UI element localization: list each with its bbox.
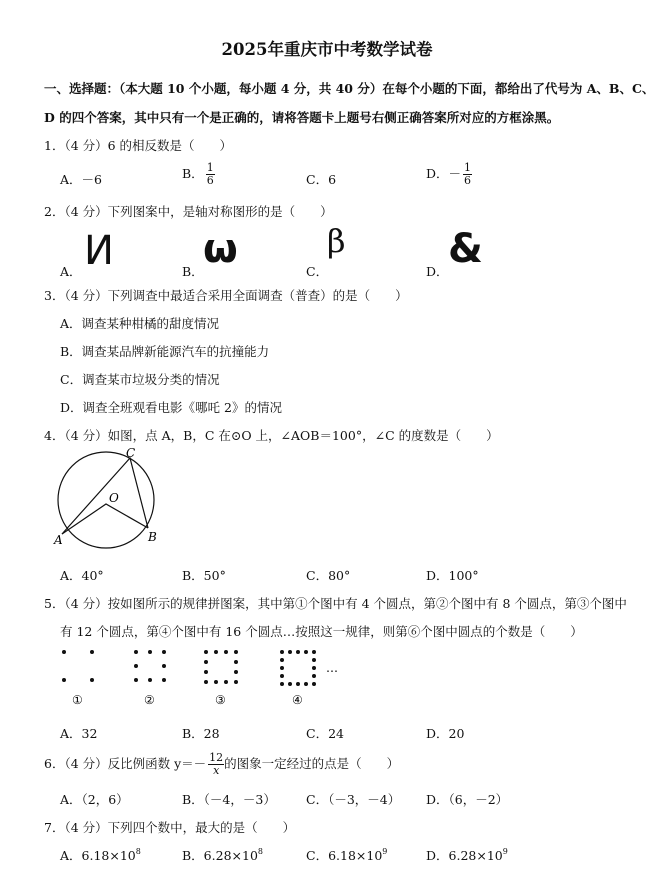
q1-option-d [426,162,472,187]
q6-fraction-denominator: x [213,764,220,777]
q4-label-c: C [126,446,136,460]
q2-stem: 2．（4 分）下列图案中，是轴对称图形的是（ ） [44,204,333,219]
q5-option-d: D．20 [426,726,465,741]
q6-option-c: C．（－3，－4） [306,792,401,807]
q7-option-c [306,846,387,864]
q3-option-c: C．调查某市垃圾分类的情况 [60,372,220,387]
q3-option-b: B．调查某品牌新能源汽车的抗撞能力 [60,344,270,359]
q1-option-d-label: D．－ [426,166,462,181]
q5-dot [62,678,66,682]
q5-figure-2-dots [134,650,166,682]
q1-option-a: A．－6 [60,172,102,187]
q4-angle-acb [62,458,148,534]
q7-option-d-base: D．6.28×10 [426,848,503,863]
q2-option-a-glyph: И [84,228,114,274]
q1-b-denominator: 6 [206,174,214,187]
q5-figure-3-dots [204,650,238,684]
q7-option-a-base: A．6.18×10 [60,848,136,863]
q7-option-a [60,846,141,864]
section-instruction-line2: D 的四个答案，其中只有一个是正确的，请将答题卡上题号右侧正确答案所对应的方框涂黑。 [44,110,560,125]
q2-option-b-label: B． [182,264,204,279]
section-instruction-line1: 一、选择题：（本大题 10 个小题，每小题 4 分，共 40 分）在每个小题的下面，都给出了代号为 A、B、C、 [44,81,654,96]
q5-dot-pattern-figure [52,646,352,710]
q5-figure-4-label: ④ [292,693,303,707]
q1-d-denominator: 6 [464,174,472,187]
q1-option-b-label: B． [182,166,204,181]
q2-option-c-glyph: β [327,222,346,260]
q1-option-d-fraction [463,162,472,187]
q6-option-b: B．（－4，－3） [182,792,276,807]
q6-option-d: D．（6，－2） [426,792,509,807]
q4-option-c: C．80° [306,568,351,583]
q7-option-b [182,846,263,864]
q5-stem-line1: 5．（4 分）按如图所示的规律拼图案，其中第①个图中有 4 个圆点，第②个图中有 8 个圆点，第③个图中 [44,596,627,611]
page-title: 2025年重庆市中考数学试卷 [221,40,433,59]
q5-stem-line2: 有 12 个圆点，第④个图中有 16 个圆点…按照这一规律，则第⑥个图中圆点的个数是（ ） [60,624,583,639]
q6-stem-prefix: 6．（4 分）反比例函数 y＝－ [44,756,207,771]
q1-d-numerator: 1 [464,161,472,174]
q4-option-d: D．100° [426,568,479,583]
q2-option-b-glyph: ω [203,226,238,272]
q5-option-a: A．32 [60,726,98,741]
q5-figure-1-label: ① [72,693,83,707]
q5-dot [62,650,66,654]
q5-option-c: C．24 [306,726,344,741]
q2-option-a-label: A． [60,264,82,279]
q6-stem [44,752,399,777]
q1-option-b-fraction [206,162,215,187]
q7-option-d-exponent: 9 [502,847,508,856]
q2-option-d-label: D． [426,264,449,279]
q4-circle [58,452,154,548]
q4-stem: 4．（4 分）如图，点 A，B，C 在⊙O 上，∠AOB＝100°，∠C 的度数是（ ） [44,428,499,443]
q7-stem: 7．（4 分）下列四个数中，最大的是（ ） [44,820,296,835]
q7-option-c-base: C．6.18×10 [306,848,383,863]
q7-option-a-exponent: 8 [135,847,141,856]
q5-figure-3-label: ③ [215,693,226,707]
q5-figure-4-dots [280,650,316,686]
q4-label-a: A [54,533,63,547]
q5-option-b: B．28 [182,726,220,741]
q4-option-b: B．50° [182,568,226,583]
q5-ellipsis: … [326,661,338,675]
q1-option-c: C．6 [306,172,337,187]
q6-stem-suffix: 的图象一定经过的点是（ ） [224,756,400,771]
q1-stem: 1．（4 分）6 的相反数是（ ） [44,138,233,153]
q3-stem: 3．（4 分）下列调查中最适合采用全面调查（普查）的是（ ） [44,288,408,303]
q3-option-d: D．调查全班观看电影《哪吒 2》的情况 [60,400,282,415]
q6-fraction-numerator: 12 [209,751,224,764]
q4-option-a: A．40° [60,568,104,583]
q5-dot [90,650,94,654]
q5-figure-2-label: ② [144,693,155,707]
q7-option-d [426,846,508,864]
q1-option-b [182,162,215,187]
q1-b-numerator: 1 [206,161,214,174]
q4-label-b: B [148,530,157,544]
q2-option-d-glyph: & [448,226,483,272]
q7-option-c-exponent: 9 [382,847,388,856]
q2-option-c-label: C． [306,264,329,279]
q4-label-o: O [109,491,119,505]
q4-circle-figure [52,446,172,550]
q7-option-b-exponent: 8 [257,847,263,856]
q6-option-a: A．（2，6） [60,792,129,807]
q7-option-b-base: B．6.28×10 [182,848,258,863]
q3-option-a: A．调查某种柑橘的甜度情况 [60,316,220,331]
q6-fraction [208,752,224,777]
q5-dot [90,678,94,682]
